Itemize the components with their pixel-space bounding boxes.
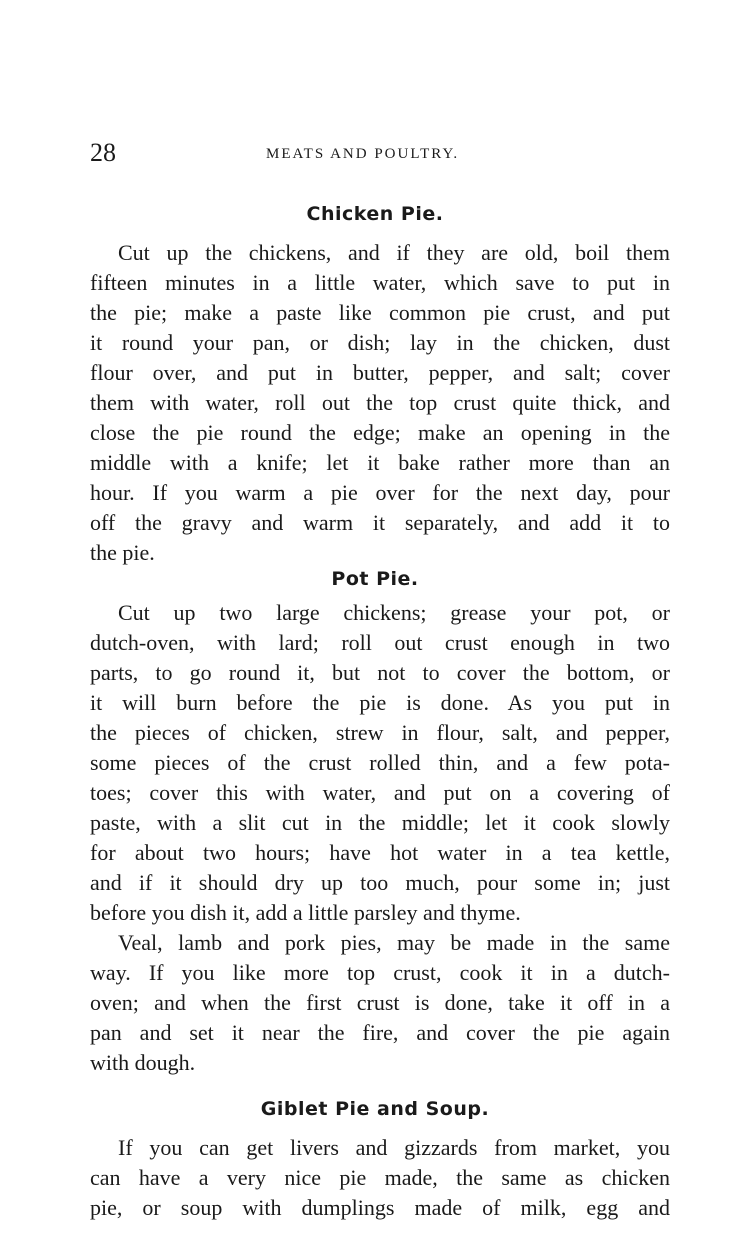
text-line: them with water, roll out the top crust quite thick, and bbox=[90, 390, 670, 415]
text-line: for about two hours; have hot water in a tea kettle, bbox=[90, 840, 670, 865]
text-line: the pie; make a paste like common pie crust, and put bbox=[90, 300, 670, 325]
section-heading: Chicken Pie. bbox=[306, 203, 444, 225]
text-line: off the gravy and warm it separately, and add it to bbox=[90, 510, 670, 535]
text-line: pan and set it near the fire, and cover the pie again bbox=[90, 1020, 670, 1045]
text-line: some pieces of the crust rolled thin, and a few pota- bbox=[90, 750, 670, 775]
section-heading: Giblet Pie and Soup. bbox=[260, 1098, 490, 1120]
running-head: MEATS AND POULTRY. bbox=[266, 146, 460, 162]
text-line: Cut up two large chickens; grease your pot, or bbox=[118, 600, 670, 625]
text-line: it round your pan, or dish; lay in the chicken, dust bbox=[90, 330, 670, 355]
text-line: Veal, lamb and pork pies, may be made in the same bbox=[118, 930, 670, 955]
text-line: fifteen minutes in a little water, which save to put in bbox=[90, 270, 670, 295]
text-line: hour. If you warm a pie over for the next day, pour bbox=[90, 480, 670, 505]
text-line: flour over, and put in butter, pepper, and salt; cover bbox=[90, 360, 670, 385]
section-heading: Pot Pie. bbox=[331, 568, 419, 590]
text-line: way. If you like more top crust, cook it in a dutch- bbox=[90, 960, 670, 985]
text-line: with dough. bbox=[90, 1050, 196, 1075]
text-line: the pieces of chicken, strew in flour, salt, and pepper, bbox=[90, 720, 670, 745]
text-line: Cut up the chickens, and if they are old, boil them bbox=[118, 240, 670, 265]
text-line: oven; and when the first crust is done, take it off in a bbox=[90, 990, 670, 1015]
text-line: it will burn before the pie is done. As you put in bbox=[90, 690, 670, 715]
text-line: and if it should dry up too much, pour some in; just bbox=[90, 870, 670, 895]
text-line: the pie. bbox=[90, 540, 155, 565]
text-line: before you dish it, add a little parsley and thyme. bbox=[90, 900, 521, 925]
page-number: 28 bbox=[90, 138, 116, 167]
text-line: pie, or soup with dumplings made of milk, egg and bbox=[90, 1195, 670, 1220]
page-header bbox=[90, 138, 670, 168]
text-line: dutch-oven, with lard; roll out crust enough in two bbox=[90, 630, 670, 655]
text-line: can have a very nice pie made, the same as chicken bbox=[90, 1165, 670, 1190]
text-line: toes; cover this with water, and put on a covering of bbox=[90, 780, 670, 805]
text-line: paste, with a slit cut in the middle; let it cook slowly bbox=[90, 810, 670, 835]
text-line: middle with a knife; let it bake rather more than an bbox=[90, 450, 670, 475]
text-line: parts, to go round it, but not to cover the bottom, or bbox=[90, 660, 670, 685]
text-line: If you can get livers and gizzards from market, you bbox=[118, 1135, 670, 1160]
text-line: close the pie round the edge; make an opening in the bbox=[90, 420, 670, 445]
